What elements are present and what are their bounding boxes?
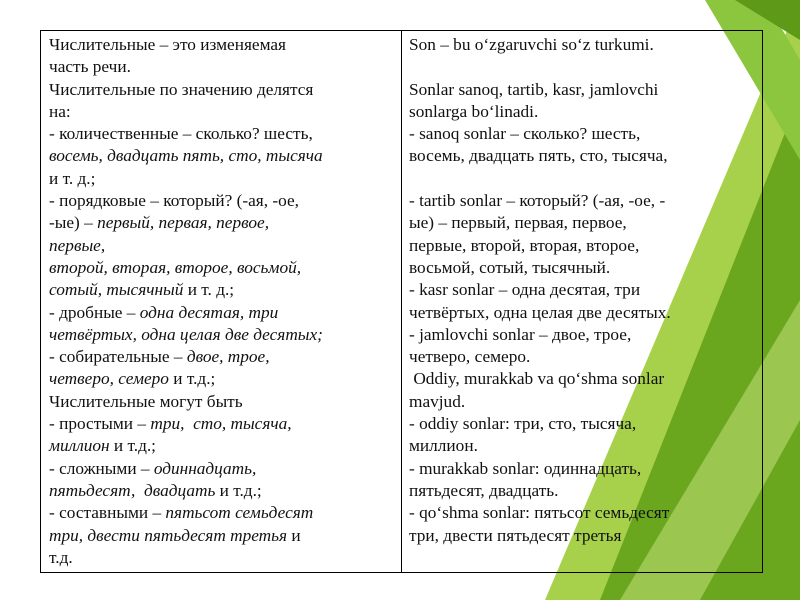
left-text-line — [49, 368, 395, 390]
right-text-line — [409, 435, 756, 457]
left-text-line — [49, 79, 395, 101]
right-text-line — [409, 145, 756, 167]
italic-text: пятьдесят, двадцать — [49, 480, 216, 500]
text-segment: и т. д.; — [49, 168, 96, 188]
text-segment: - tartib sonlar – который? (-ая, -ое, - — [409, 191, 666, 211]
italic-text: три, сто, тысяча, — [150, 414, 292, 434]
right-text-line — [409, 101, 756, 123]
text-segment: и т. д.; — [183, 280, 235, 300]
left-text-line — [49, 190, 395, 212]
text-segment: - sanoq sonlar – сколько? шесть, — [409, 124, 641, 144]
text-segment: Числительные могут быть — [49, 391, 243, 411]
text-segment: Oddiy, murakkab va qo‘shma sonlar — [409, 369, 665, 389]
italic-text: второй, вторая, второе, восьмой, — [49, 257, 302, 277]
italic-text: три, двести пятьдесят третья — [49, 525, 288, 545]
right-text-line — [409, 391, 756, 413]
left-text-line — [49, 257, 395, 279]
left-text-line — [49, 302, 395, 324]
right-text-line — [409, 302, 756, 324]
text-segment: Son – bu o‘zgaruvchi so‘z turkumi. — [409, 35, 654, 54]
text-segment: восьмой, сотый, тысячный. — [409, 257, 611, 277]
text-segment: Числительные по значению делятся — [49, 79, 314, 99]
right-text-line — [409, 525, 756, 547]
italic-text: первый, первая, первое, — [97, 213, 270, 233]
left-text-line — [49, 235, 395, 257]
italic-text: миллион — [49, 436, 110, 456]
left-text-line — [49, 123, 395, 145]
text-segment: четвёртых, одна целая две десятых. — [409, 302, 671, 322]
text-segment: - murakkab sonlar: одиннадцать, — [409, 458, 642, 478]
italic-text: двое, трое, — [186, 347, 270, 367]
right-column-uzbek — [402, 31, 762, 572]
text-segment: ые) – первый, первая, первое, — [409, 213, 627, 233]
left-text-line — [49, 56, 395, 78]
text-segment: - составными – — [49, 503, 166, 523]
text-segment: - простыми – — [49, 414, 151, 434]
text-segment: часть речи. — [49, 57, 131, 77]
blank-line — [409, 168, 756, 190]
left-text-line — [49, 168, 395, 190]
left-text-line — [49, 480, 395, 502]
right-text-line — [409, 279, 756, 301]
text-segment: миллион. — [409, 436, 478, 456]
left-text-line — [49, 145, 395, 167]
text-segment: -ые) – — [49, 213, 98, 233]
text-segment: и — [287, 525, 301, 545]
italic-text: восемь, двадцать пять, сто, тысяча — [49, 146, 323, 166]
comparison-table — [40, 30, 763, 573]
right-text-line — [409, 190, 756, 212]
text-segment: и т.д.; — [109, 436, 156, 456]
italic-text: одна десятая, три — [139, 302, 279, 322]
left-column-russian — [41, 31, 402, 572]
right-text-line — [409, 123, 756, 145]
right-text-line — [409, 480, 756, 502]
text-segment: четверо, семеро. — [409, 347, 531, 367]
text-segment: sonlarga bo‘linadi. — [409, 101, 539, 121]
right-text-line — [409, 257, 756, 279]
left-text-line — [49, 413, 395, 435]
text-segment: - собирательные – — [49, 347, 187, 367]
right-text-line — [409, 324, 756, 346]
left-text-line — [49, 435, 395, 457]
text-segment: первые, второй, вторая, второе, — [409, 235, 640, 255]
italic-text: пятьсот семьдесят — [165, 503, 314, 523]
italic-text: четвёртых, одна целая две десятых; — [49, 324, 323, 344]
right-text-line — [409, 346, 756, 368]
text-segment: - дробные – — [49, 302, 140, 322]
left-text-line — [49, 346, 395, 368]
left-text-line — [49, 502, 395, 524]
left-text-line — [49, 34, 395, 56]
right-text-line — [409, 458, 756, 480]
text-segment: Числительные – это изменяемая — [49, 35, 287, 54]
left-text-line — [49, 458, 395, 480]
text-segment: и т.д.; — [215, 480, 262, 500]
italic-text: четверо, семеро — [49, 369, 169, 389]
text-segment: - kasr sonlar – одна десятая, три — [409, 280, 641, 300]
right-text-line — [409, 368, 756, 390]
text-segment: - количественные – сколько? шесть, — [49, 124, 313, 144]
text-segment: Sonlar sanoq, tartib, kasr, jamlovchi — [409, 79, 659, 99]
right-text-line — [409, 212, 756, 234]
text-segment: пятьдесят, двадцать. — [409, 480, 559, 500]
text-segment: - сложными – — [49, 458, 154, 478]
left-text-line — [49, 212, 395, 234]
left-text-line — [49, 391, 395, 413]
text-segment: три, двести пятьдесят третья — [409, 525, 622, 545]
left-text-line — [49, 279, 395, 301]
right-text-line — [409, 34, 756, 56]
right-text-line — [409, 79, 756, 101]
italic-text: первые, — [49, 235, 106, 255]
left-text-line — [49, 547, 395, 569]
italic-text: одиннадцать, — [153, 458, 257, 478]
left-text-line — [49, 101, 395, 123]
italic-text: сотый, тысячный — [49, 280, 184, 300]
right-text-line — [409, 502, 756, 524]
right-text-line — [409, 235, 756, 257]
text-segment: mavjud. — [409, 391, 466, 411]
text-segment: восемь, двадцать пять, сто, тысяча, — [409, 146, 668, 166]
left-text-line — [49, 525, 395, 547]
text-segment: т.д. — [49, 547, 73, 567]
text-segment: и т.д.; — [168, 369, 216, 389]
text-segment: - jamlovchi sonlar – двое, трое, — [409, 324, 632, 344]
right-text-line — [409, 413, 756, 435]
text-segment: - oddiy sonlar: три, сто, тысяча, — [409, 414, 637, 434]
text-segment: на: — [49, 101, 71, 121]
left-text-line — [49, 324, 395, 346]
text-segment: - порядковые – который? (-ая, -ое, — [49, 191, 299, 211]
text-segment: - qo‘shma sonlar: пятьсот семьдесят — [409, 503, 670, 523]
blank-line — [409, 56, 756, 78]
